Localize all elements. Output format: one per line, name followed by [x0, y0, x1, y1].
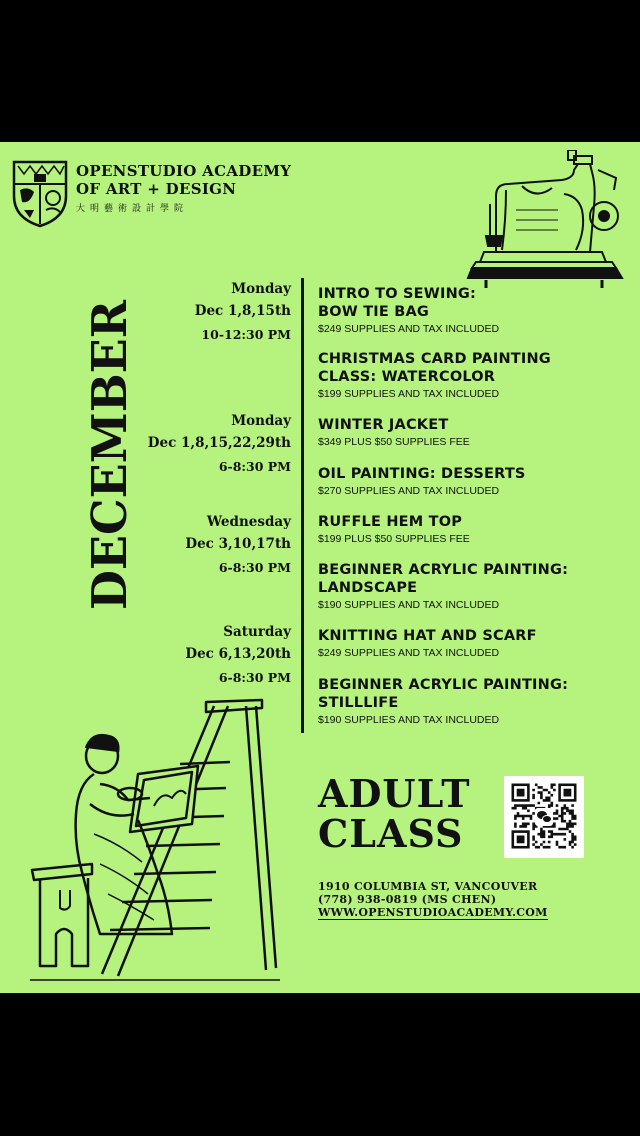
schedule-day: Wednesday [206, 514, 291, 530]
month-label [62, 285, 152, 625]
address-text: 1910 COLUMBIA ST, VANCOUVER [318, 880, 538, 893]
class-price: $270 SUPPLIES AND TAX INCLUDED [318, 485, 500, 497]
class-item [318, 350, 551, 401]
class-title-line2: CLASS: WATERCOLOR [318, 369, 496, 385]
class-price: $349 PLUS $50 SUPPLIES FEE [318, 436, 470, 448]
schedule-day: Monday [231, 413, 291, 429]
headline [318, 771, 471, 856]
sewing-machine-illustration [466, 150, 626, 290]
academy-name-line2: OF ART + DESIGN [76, 180, 237, 198]
class-title: WINTER JACKET [318, 417, 449, 433]
class-title: RUFFLE HEM TOP [318, 514, 463, 530]
schedule-time: 6-8:30 PM [218, 459, 291, 474]
schedule-dates: Dec 1,8,15th [194, 303, 291, 319]
class-title: CHRISTMAS CARD PAINTING [318, 351, 551, 367]
academy-name-line1: OPENSTUDIO ACADEMY [76, 162, 292, 180]
schedule-day: Monday [231, 281, 291, 297]
schedule-time: 6-8:30 PM [218, 670, 291, 685]
class-title-line2: STILLLIFE [318, 695, 399, 711]
class-price: $199 PLUS $50 SUPPLIES FEE [318, 533, 470, 545]
schedule-time: 6-8:30 PM [218, 560, 291, 575]
class-price: $190 SUPPLIES AND TAX INCLUDED [318, 714, 500, 726]
poster [0, 142, 640, 993]
schedule-dates: Dec 1,8,15,22,29th [147, 435, 291, 451]
class-item [318, 561, 568, 612]
class-item [318, 627, 537, 660]
class-title: BEGINNER ACRYLIC PAINTING: [318, 677, 569, 693]
schedule-day: Saturday [223, 624, 291, 640]
phone-text: (778) 938-0819 (MS CHEN) [318, 893, 497, 906]
class-item [318, 513, 470, 546]
schedule-divider [301, 278, 304, 733]
painter-at-easel-illustration [30, 694, 280, 984]
qr-code-icon[interactable] [504, 776, 584, 858]
class-price: $249 SUPPLIES AND TAX INCLUDED [318, 323, 500, 335]
schedule-dates: Dec 3,10,17th [185, 536, 291, 552]
contact-block [318, 880, 548, 920]
headline-line2: CLASS [318, 811, 464, 856]
schedule-time: 10-12:30 PM [201, 327, 291, 342]
class-title-line2: LANDSCAPE [318, 580, 418, 596]
class-item [318, 416, 470, 449]
class-title: BEGINNER ACRYLIC PAINTING: [318, 562, 569, 578]
class-price: $199 SUPPLIES AND TAX INCLUDED [318, 388, 500, 400]
headline-line1: ADULT [318, 771, 471, 816]
class-title: OIL PAINTING: DESSERTS [318, 466, 526, 482]
class-price: $249 SUPPLIES AND TAX INCLUDED [318, 647, 500, 659]
schedule-dates: Dec 6,13,20th [185, 646, 291, 662]
class-price: $190 SUPPLIES AND TAX INCLUDED [318, 599, 500, 611]
website-link[interactable]: WWW.OPENSTUDIOACADEMY.COM [318, 906, 548, 919]
class-title-line2: BOW TIE BAG [318, 304, 430, 320]
class-title: INTRO TO SEWING: [318, 286, 476, 302]
class-item [318, 465, 526, 498]
academy-crest-icon [12, 160, 68, 228]
month-text: DECEMBER [82, 286, 138, 610]
class-item [318, 285, 499, 336]
academy-name-chinese: 大明藝術設計學院 [76, 204, 189, 214]
class-title: KNITTING HAT AND SCARF [318, 628, 537, 644]
class-item [318, 676, 568, 727]
